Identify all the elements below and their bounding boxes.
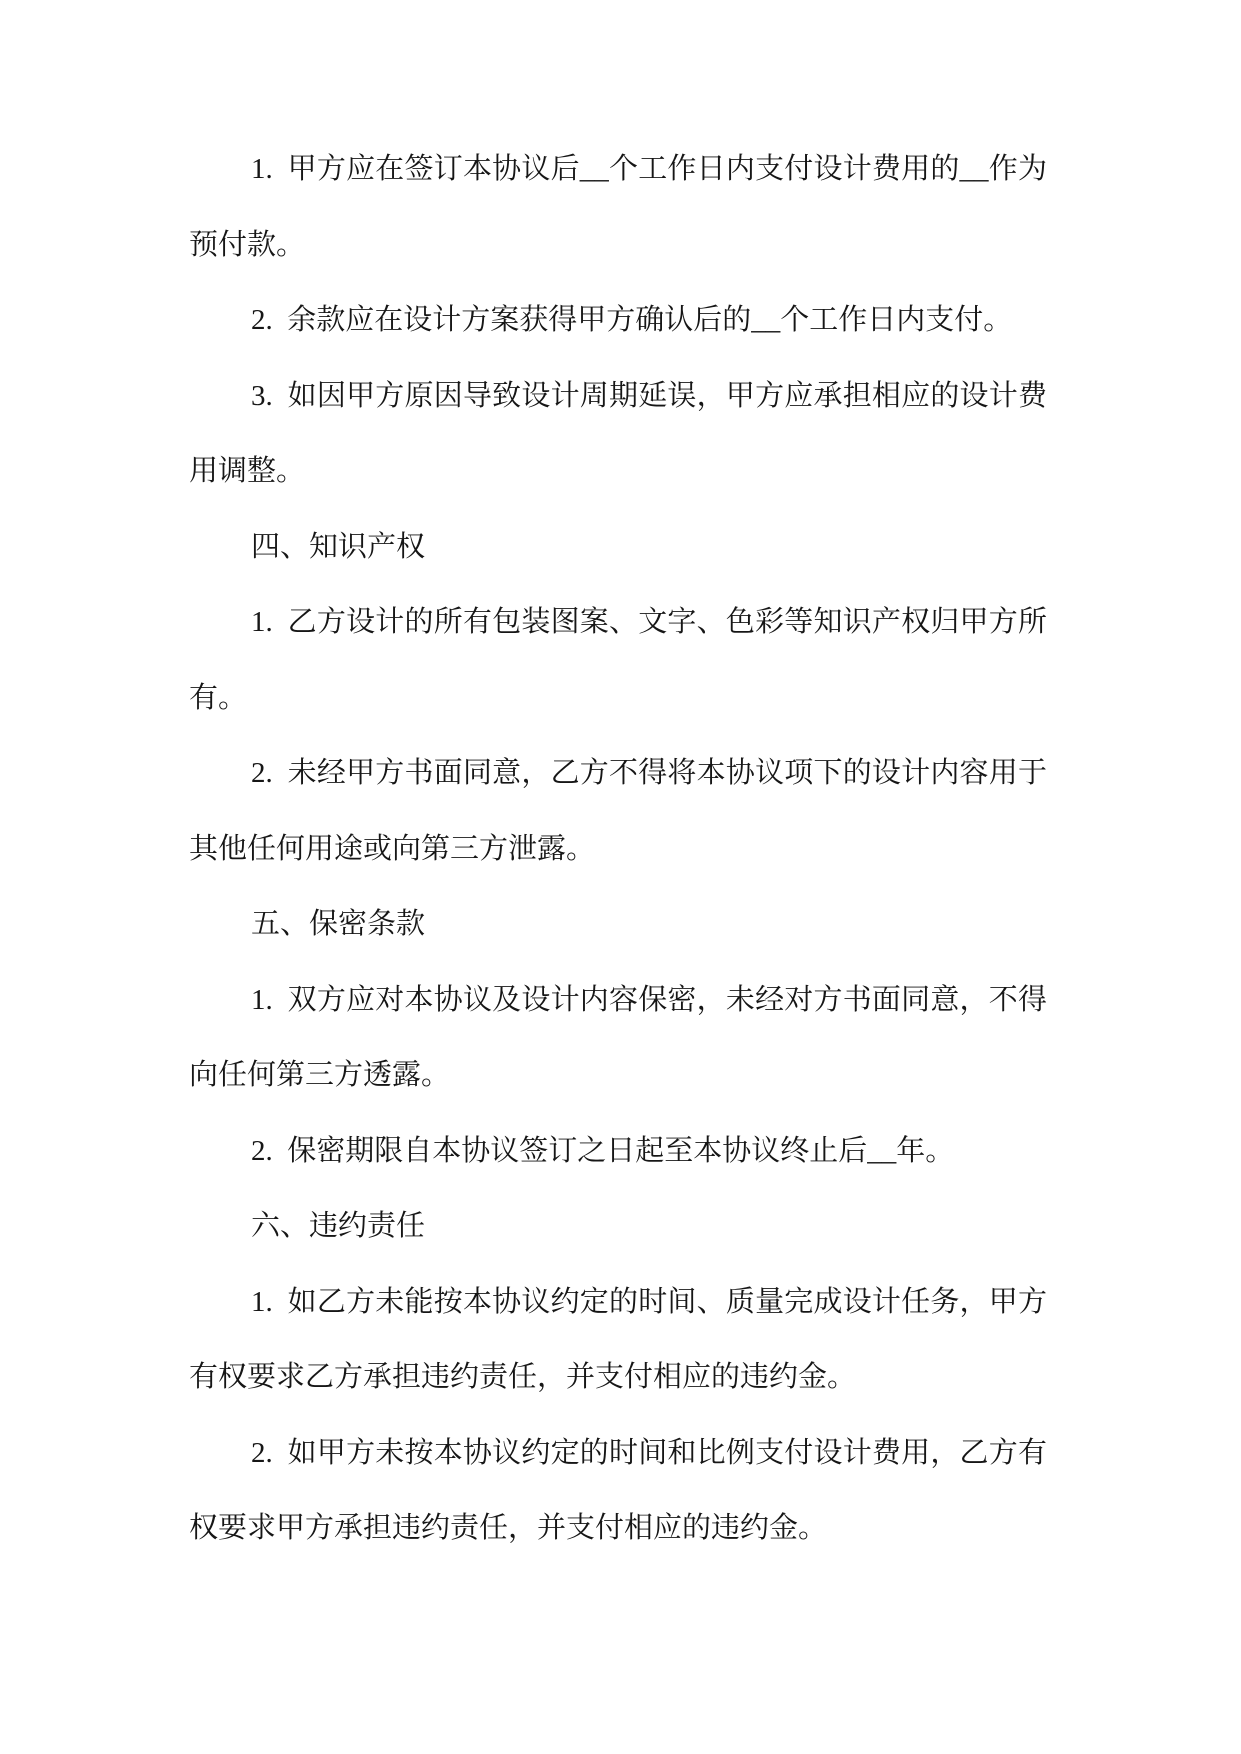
clause-line: 1. 甲方应在签订本协议后__个工作日内支付设计费用的__作为 [251,153,1047,185]
document-text-column [189,132,1047,1567]
clause-line: 2. 如甲方未按本协议约定的时间和比例支付设计费用，乙方有 [251,1436,1047,1469]
clause-line: 预付款。 [189,228,306,261]
clause-line: 2. 未经甲方书面同意，乙方不得将本协议项下的设计内容用于 [251,757,1047,789]
section-heading-breach: 六、违约责任 [251,1210,426,1242]
clause-line: 2. 保密期限自本协议签订之日起至本协议终止后__年。 [251,1134,955,1167]
section-heading-ip: 四、知识产权 [251,530,426,563]
clause-line: 有。 [189,681,248,714]
section-heading-confidentiality: 五、保密条款 [251,908,426,940]
clause-line: 有权要求乙方承担违约责任，并支付相应的违约金。 [189,1361,857,1393]
clause-line: 向任何第三方透露。 [189,1059,451,1091]
clause-line: 1. 双方应对本协议及设计内容保密，未经对方书面同意，不得 [251,983,1047,1016]
clause-line: 其他任何用途或向第三方泄露。 [189,832,596,865]
clause-line: 权要求甲方承担违约责任，并支付相应的违约金。 [189,1512,828,1544]
clause-line: 1. 如乙方未能按本协议约定的时间、质量完成设计任务，甲方 [251,1285,1047,1318]
clause-line: 3. 如因甲方原因导致设计周期延误，甲方应承担相应的设计费 [251,379,1047,412]
clause-line: 用调整。 [189,455,306,487]
clause-line: 2. 余款应在设计方案获得甲方确认后的__个工作日内支付。 [251,304,1013,336]
clause-line: 1. 乙方设计的所有包装图案、文字、色彩等知识产权归甲方所 [251,606,1047,638]
